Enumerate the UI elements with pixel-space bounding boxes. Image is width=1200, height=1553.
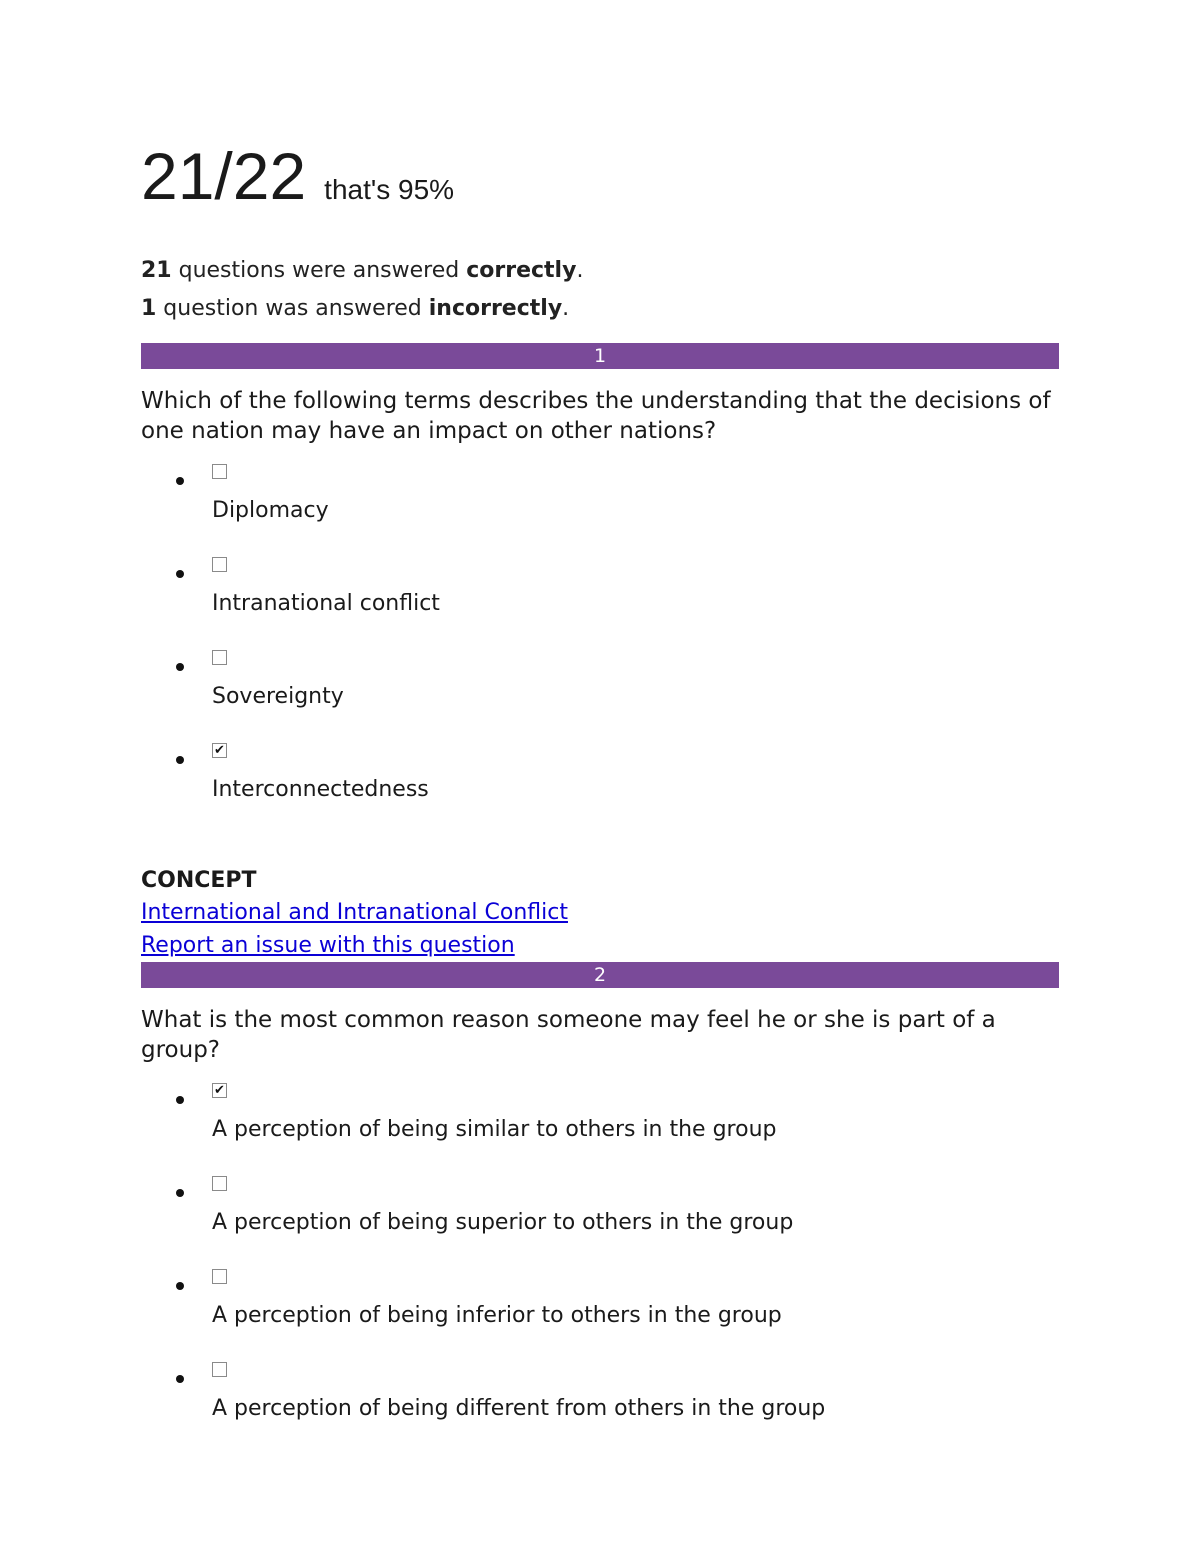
answer-option — [141, 557, 1059, 650]
checkbox[interactable] — [212, 1176, 227, 1191]
score-fraction: 21/22 — [141, 139, 307, 213]
checkbox[interactable] — [212, 1083, 227, 1098]
checkbox[interactable] — [212, 1362, 227, 1377]
answer-options-list — [141, 464, 1059, 836]
bullet-icon — [176, 477, 184, 485]
answer-option — [141, 1176, 1059, 1269]
checkbox[interactable] — [212, 1269, 227, 1284]
bullet-icon — [176, 1189, 184, 1197]
check-icon: ✔ — [214, 743, 225, 758]
incorrect-word: incorrectly — [428, 296, 563, 321]
answer-option-label: A perception of being different from others in the group — [212, 1396, 826, 1421]
answer-option-label: A perception of being inferior to others in the group — [212, 1303, 782, 1328]
concept-heading: CONCEPT — [141, 868, 257, 893]
answer-option-label: Interconnectedness — [212, 777, 429, 802]
question-number-bar: 2 — [141, 962, 1059, 988]
answer-option — [141, 1269, 1059, 1362]
incorrect-summary-text: question was answered — [156, 296, 429, 321]
answer-option-label: A perception of being similar to others in the group — [212, 1117, 777, 1142]
question-number-bar: 1 — [141, 343, 1059, 369]
answer-option-label: Diplomacy — [212, 498, 329, 523]
score-header — [141, 140, 1059, 212]
answer-options-list — [141, 1083, 1059, 1455]
checkbox[interactable] — [212, 557, 227, 572]
answer-option-label: Intranational conflict — [212, 591, 440, 616]
answer-option — [141, 743, 1059, 836]
bullet-icon — [176, 570, 184, 578]
question-text: What is the most common reason someone may feel he or she is part of a group? — [141, 1007, 996, 1063]
incorrect-count: 1 — [141, 296, 157, 321]
checkbox[interactable] — [212, 743, 227, 758]
bullet-icon — [176, 663, 184, 671]
bullet-icon — [176, 1096, 184, 1104]
report-issue-link[interactable]: Report an issue with this question — [141, 933, 515, 958]
question-text: Which of the following terms describes the understanding that the decisions of one nation may have an impact on other nations? — [141, 388, 1051, 444]
correct-word: correctly — [466, 258, 577, 283]
bullet-icon — [176, 756, 184, 764]
answer-option — [141, 1083, 1059, 1176]
concept-link[interactable]: International and Intranational Conflict — [141, 900, 568, 925]
checkbox[interactable] — [212, 650, 227, 665]
checkbox[interactable] — [212, 464, 227, 479]
bullet-icon — [176, 1282, 184, 1290]
correct-summary-text: questions were answered — [171, 258, 467, 283]
bullet-icon — [176, 1375, 184, 1383]
incorrect-summary-line: 1 question was answered incorrectly. — [141, 296, 570, 321]
correct-summary-line: 21 questions were answered correctly. — [141, 258, 584, 283]
answer-option-label: Sovereignty — [212, 684, 344, 709]
check-icon: ✔ — [214, 1083, 225, 1098]
quiz-results-page — [141, 140, 1059, 1455]
correct-count: 21 — [141, 258, 172, 283]
answer-option — [141, 650, 1059, 743]
answer-option — [141, 464, 1059, 557]
results-summary — [141, 252, 1059, 328]
answer-option-label: A perception of being superior to others in the group — [212, 1210, 794, 1235]
answer-option — [141, 1362, 1059, 1455]
score-percent: that's 95% — [324, 174, 455, 205]
